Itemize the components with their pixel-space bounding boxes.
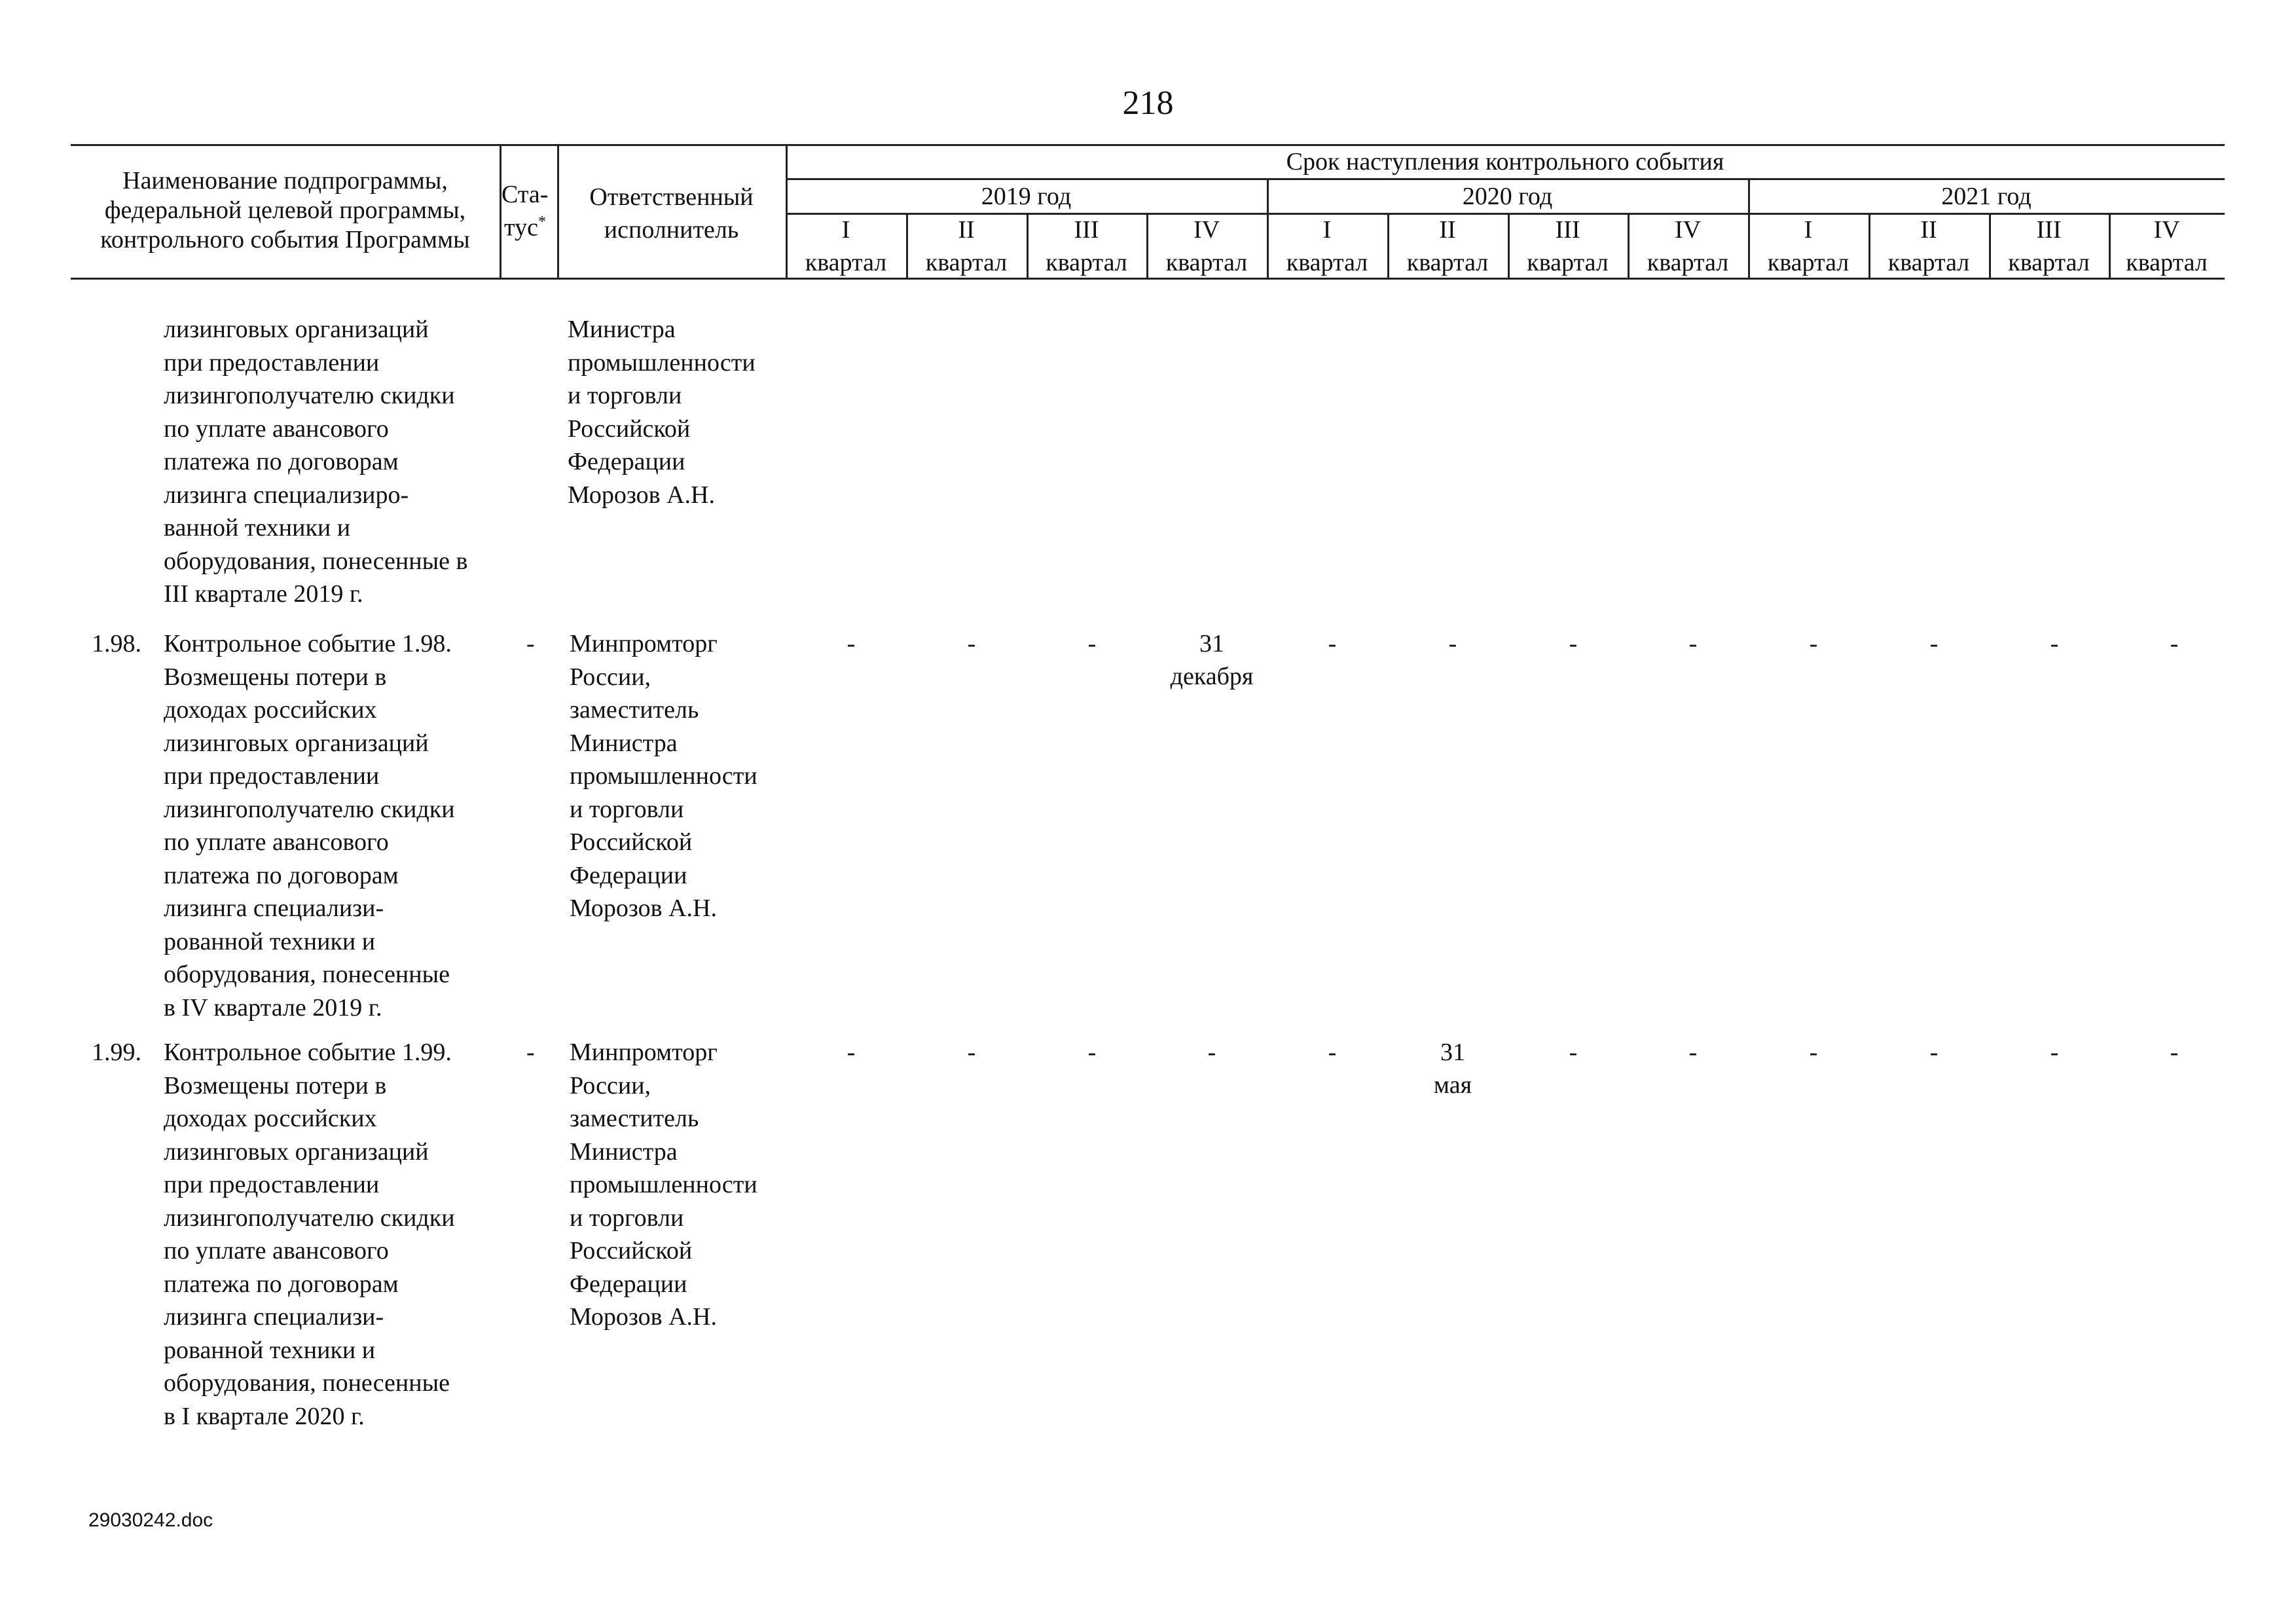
quarter-header-numeral: II bbox=[1439, 216, 1456, 244]
quarter-header-word: квартал bbox=[1286, 249, 1368, 276]
quarter-header-numeral: II bbox=[958, 216, 975, 244]
quarter-deadline-cell: - bbox=[1929, 630, 1939, 657]
quarter-header-word: квартал bbox=[1887, 249, 1970, 276]
text-line: и торговли bbox=[570, 795, 684, 823]
date-day: 31 bbox=[1440, 1039, 1465, 1066]
text-line: оборудования, понесенные bbox=[164, 1369, 450, 1397]
text-line: по уплате авансового bbox=[164, 1237, 389, 1264]
quarter-header-numeral: I bbox=[841, 216, 850, 244]
text-line: по уплате авансового bbox=[164, 828, 389, 856]
text-line: лизингополучателю скидки bbox=[164, 382, 455, 409]
header-executor-column: Ответственный исполнитель bbox=[589, 183, 754, 244]
quarter-header-numeral: IV bbox=[1193, 216, 1220, 244]
text-line: Возмещены потери в bbox=[164, 1071, 387, 1099]
text-line: Морозов А.Н. bbox=[570, 895, 717, 922]
text-line: России, bbox=[570, 1071, 651, 1099]
text-line: Федерации bbox=[568, 448, 685, 475]
quarter-header-word: квартал bbox=[1406, 249, 1489, 276]
quarter-deadline-cell: - bbox=[1328, 1039, 1337, 1066]
quarter-header-word: квартал bbox=[925, 249, 1008, 276]
quarter-deadline-cell bbox=[1393, 1036, 1513, 1101]
text-line: оборудования, понесенные bbox=[164, 961, 450, 988]
header-name-column: Наименование подпрограммы, федеральной целевой программы, контрольного события Программы bbox=[100, 167, 470, 253]
document-footer: 29030242.doc bbox=[88, 1509, 213, 1531]
text-line: лизинга специализиро- bbox=[164, 481, 409, 509]
text-line: рованной техники и bbox=[164, 1336, 376, 1364]
text-line: ванной техники и bbox=[164, 514, 351, 542]
quarter-header-word: квартал bbox=[1647, 249, 1729, 276]
quarter-deadline-cell: - bbox=[847, 630, 856, 657]
responsible-executor bbox=[570, 627, 757, 925]
header-deadline-title: Срок наступления контрольного события bbox=[1286, 148, 1724, 175]
text-line: Министра bbox=[568, 316, 676, 343]
quarter-deadline-cell: - bbox=[1087, 630, 1097, 657]
quarter-deadline-cell: - bbox=[1809, 1039, 1818, 1066]
text-line: Минпромторг bbox=[570, 630, 718, 657]
text-line: Федерации bbox=[570, 861, 687, 889]
text-line: лизинговых организаций bbox=[164, 729, 429, 757]
text-line: и торговли bbox=[570, 1204, 684, 1232]
text-line: оборудования, понесенные в bbox=[164, 547, 468, 575]
quarter-deadline-cell: - bbox=[1809, 630, 1818, 657]
quarter-deadline-cell: - bbox=[2050, 630, 2059, 657]
text-line: по уплате авансового bbox=[164, 415, 389, 443]
header-year-2019: 2019 год bbox=[981, 183, 1072, 210]
text-line: Федерации bbox=[570, 1270, 687, 1298]
header-year-2020: 2020 год bbox=[1462, 183, 1553, 210]
quarter-deadline-cell: - bbox=[2050, 1039, 2059, 1066]
row-number: 1.98. bbox=[92, 630, 141, 657]
header-status-top: Ста- bbox=[501, 181, 549, 208]
quarter-header-numeral: IV bbox=[2153, 216, 2180, 244]
text-line: платежа по договорам bbox=[164, 448, 399, 475]
text-line: Российской bbox=[568, 415, 691, 443]
quarter-header-numeral: II bbox=[1920, 216, 1937, 244]
quarter-header-word: квартал bbox=[1046, 249, 1127, 276]
text-line: Минпромторг bbox=[570, 1039, 718, 1066]
quarter-deadline-cell: - bbox=[2170, 630, 2179, 657]
text-line: заместитель bbox=[570, 696, 699, 724]
text-line: при предоставлении bbox=[164, 762, 380, 790]
text-line: промышленности bbox=[570, 762, 757, 790]
page-number: 218 bbox=[1122, 84, 1174, 122]
quarter-deadline-cell: - bbox=[967, 630, 976, 657]
text-line: доходах российских bbox=[164, 1105, 377, 1132]
quarter-header-numeral: III bbox=[2036, 216, 2062, 244]
text-line: заместитель bbox=[570, 1105, 699, 1132]
quarter-deadline-cell bbox=[1152, 627, 1272, 693]
event-name bbox=[164, 627, 455, 1024]
status-value: - bbox=[526, 630, 535, 657]
text-line: Министра bbox=[570, 1137, 678, 1166]
date-day: 31 bbox=[1199, 630, 1224, 657]
row-number: 1.99. bbox=[92, 1039, 141, 1066]
quarter-deadline-cell: - bbox=[967, 1039, 976, 1066]
status-value: - bbox=[526, 1039, 535, 1066]
quarter-header-numeral: III bbox=[1074, 216, 1099, 244]
text-line: лизинговых организаций bbox=[164, 1137, 429, 1166]
quarter-deadline-cell: - bbox=[1688, 1039, 1698, 1066]
quarter-deadline-cell: - bbox=[1207, 1039, 1216, 1066]
text-line: платежа по договорам bbox=[164, 1270, 399, 1298]
quarter-header-numeral: III bbox=[1555, 216, 1580, 244]
quarter-header-numeral: I bbox=[1322, 216, 1332, 244]
quarter-header-word: квартал bbox=[1527, 249, 1609, 276]
quarter-deadline-cell: - bbox=[1688, 630, 1698, 657]
quarter-header-numeral: IV bbox=[1674, 216, 1702, 244]
quarter-deadline-cell: - bbox=[847, 1039, 856, 1066]
text-line: лизингополучателю скидки bbox=[164, 1204, 455, 1232]
quarter-header-word: квартал bbox=[2008, 249, 2090, 276]
quarter-deadline-cell: - bbox=[1929, 1039, 1939, 1066]
date-month: мая bbox=[1433, 1071, 1472, 1099]
text-line: рованной техники и bbox=[164, 927, 376, 955]
status-footnote-mark: * bbox=[538, 213, 546, 231]
text-line: лизинга специализи- bbox=[164, 895, 384, 922]
text-line: лизинга специализи- bbox=[164, 1303, 384, 1331]
text-line: платежа по договорам bbox=[164, 861, 399, 889]
text-line: Российской bbox=[570, 1237, 693, 1264]
text-line: при предоставлении bbox=[164, 1171, 380, 1198]
text-line: III квартале 2019 г. bbox=[164, 580, 363, 608]
text-line: промышленности bbox=[570, 1171, 757, 1198]
continued-event-name bbox=[164, 313, 467, 611]
text-line: при предоставлении bbox=[164, 348, 380, 377]
text-line: лизингополучателю скидки bbox=[164, 795, 455, 823]
responsible-executor bbox=[570, 1036, 757, 1334]
text-line: Контрольное событие 1.99. bbox=[164, 1039, 452, 1066]
quarter-header-word: квартал bbox=[1767, 249, 1850, 276]
text-line: лизинговых организаций bbox=[164, 316, 429, 343]
quarter-deadline-cell: - bbox=[1328, 630, 1337, 657]
text-line: Контрольное событие 1.98. bbox=[164, 630, 452, 657]
text-line: Возмещены потери в bbox=[164, 663, 387, 691]
text-line: Морозов А.Н. bbox=[568, 481, 715, 509]
header-year-2021: 2021 год bbox=[1941, 183, 2032, 210]
quarter-deadline-cell: - bbox=[1569, 630, 1578, 657]
text-line: в I квартале 2020 г. bbox=[164, 1402, 365, 1430]
quarter-header-word: квартал bbox=[2126, 249, 2208, 276]
text-line: Морозов А.Н. bbox=[570, 1303, 717, 1331]
text-line: промышленности bbox=[568, 348, 756, 377]
text-line: Российской bbox=[570, 828, 693, 856]
text-line: в IV квартале 2019 г. bbox=[164, 993, 382, 1022]
date-month: декабря bbox=[1170, 663, 1254, 690]
quarter-deadline-cell: - bbox=[2170, 1039, 2179, 1066]
text-line: и торговли bbox=[568, 382, 682, 409]
continued-executor bbox=[568, 313, 756, 511]
text-line: России, bbox=[570, 663, 651, 691]
header-status-bottom: тус* bbox=[504, 213, 546, 242]
quarter-header-numeral: I bbox=[1804, 216, 1813, 244]
text-line: Министра bbox=[570, 729, 678, 757]
quarter-header-word: квартал bbox=[805, 249, 887, 276]
quarter-header-word: квартал bbox=[1165, 249, 1248, 276]
quarter-deadline-cell: - bbox=[1569, 1039, 1578, 1066]
text-line: доходах российских bbox=[164, 696, 377, 724]
event-name bbox=[164, 1036, 455, 1433]
quarter-deadline-cell: - bbox=[1087, 1039, 1097, 1066]
quarter-deadline-cell: - bbox=[1448, 630, 1457, 657]
